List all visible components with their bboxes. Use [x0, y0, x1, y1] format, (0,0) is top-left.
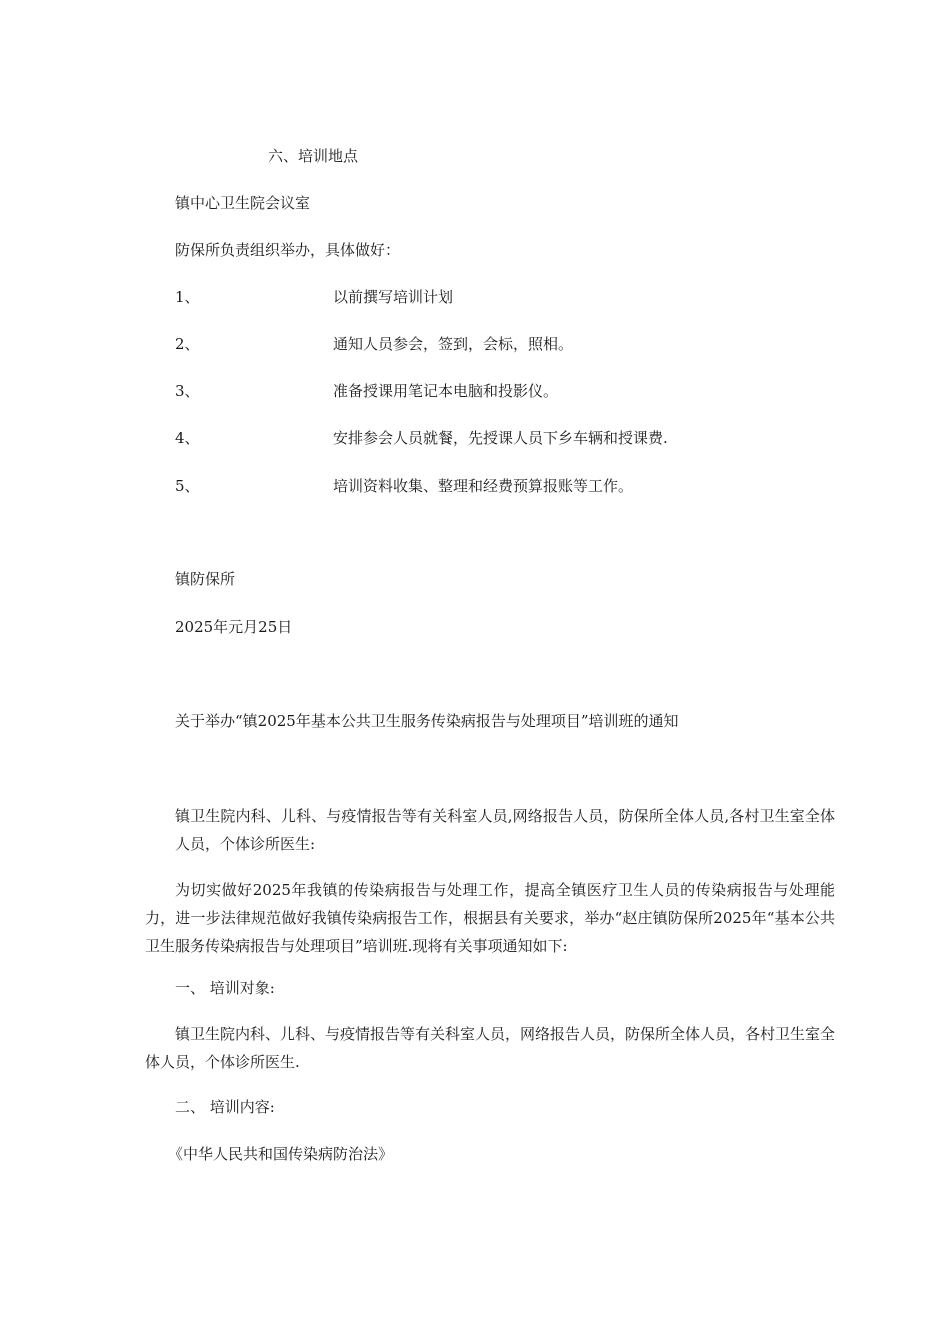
list-item-number: 4、 [175, 429, 200, 447]
list-item-number: 3、 [175, 382, 200, 400]
notice-title: 关于举办“镇2025年基本公共卫生服务传染病报告与处理项目”培训班的通知 [175, 712, 679, 730]
list-item-text: 以前撰写培训计划 [333, 288, 454, 306]
signature-org: 镇防保所 [175, 570, 236, 588]
notice-purpose [145, 876, 835, 960]
section-heading-location: 六、培训地点 [268, 147, 359, 165]
recipients-text: 镇卫生院内科、儿科、与疫情报告等有关科室人员,网络报告人员，防保所全体人员,各村卫生室全体人员，个体诊所医生: [175, 807, 835, 853]
list-item-text: 通知人员参会，签到，会标，照相。 [333, 335, 574, 353]
content-item-law: 《中华人民共和国传染病防治法》 [168, 1145, 394, 1163]
audience-body [145, 1020, 835, 1076]
notice-recipients [175, 802, 835, 858]
list-item-number: 2、 [175, 335, 200, 353]
purpose-text: 为切实做好2025年我镇的传染病报告与处理工作，提高全镇医疗卫生人员的传染病报告与处理能力，进一步法律规范做好我镇传染病报告工作，根据县有关要求，举办“赵庄镇防保所2025年“基本公共卫生服务传染病报告与处理项目”培训班.现将有关事项通知如下: [145, 881, 835, 955]
audience-text: 镇卫生院内科、儿科、与疫情报告等有关科室人员，网络报告人员，防保所全体人员，各村卫生室全体人员，个体诊所医生. [145, 1025, 836, 1071]
list-item-text: 安排参会人员就餐，先授课人员下乡车辆和授课费. [333, 429, 668, 447]
list-item-text: 培训资料收集、整理和经费预算报账等工作。 [333, 477, 634, 495]
list-item-text: 准备授课用笔记本电脑和投影仪。 [333, 382, 559, 400]
training-location: 镇中心卫生院会议室 [175, 194, 311, 212]
section-heading-audience: 一、 培训对象: [175, 979, 275, 997]
organizer-intro: 防保所负责组织举办，具体做好： [175, 241, 401, 259]
signature-date: 2025年元月25日 [175, 618, 293, 636]
list-item-number: 5、 [175, 477, 200, 495]
list-item-number: 1、 [175, 288, 200, 306]
section-heading-content: 二、 培训内容: [175, 1098, 275, 1116]
